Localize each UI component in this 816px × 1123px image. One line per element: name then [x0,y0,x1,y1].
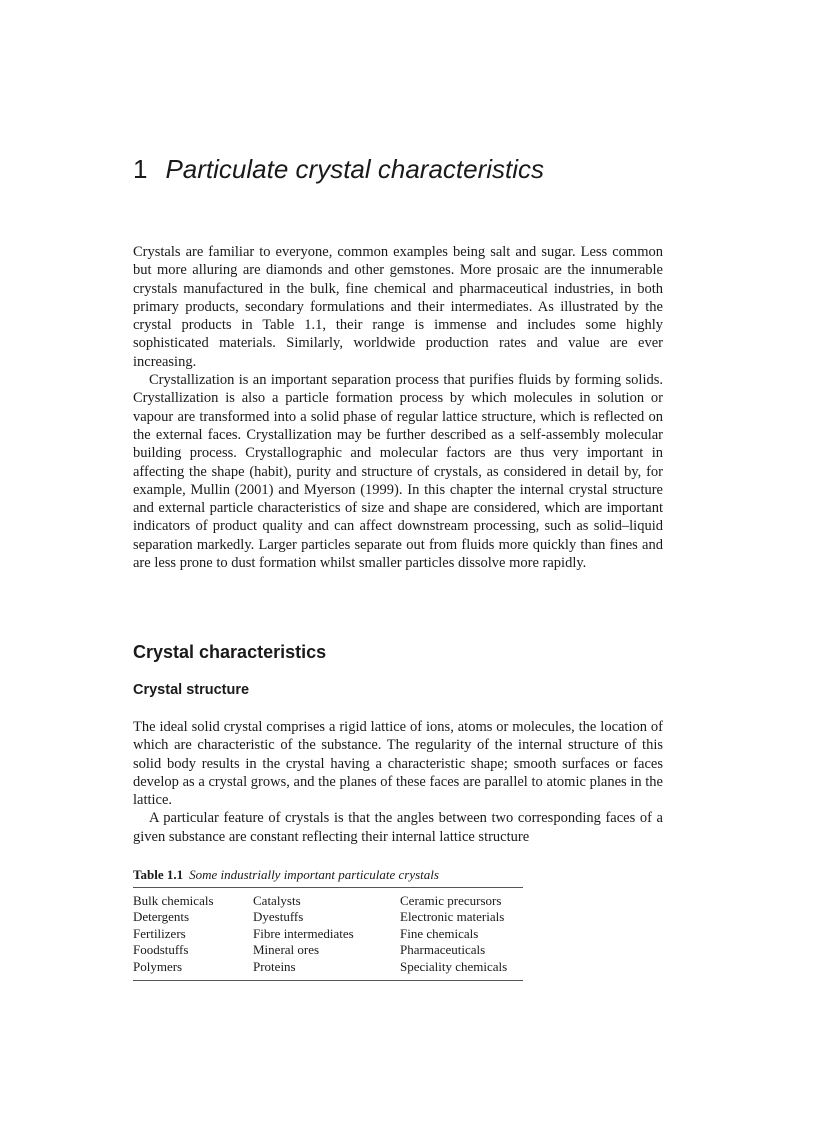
table-row [133,942,523,958]
table-row [133,888,523,910]
chapter-name: Particulate crystal characteristics [165,154,545,184]
table-cell: Proteins [253,958,296,974]
table-cell: Catalysts [253,893,301,908]
table-cell: Pharmaceuticals [400,942,486,958]
table-caption-text: Some industrially important particulate crystals [189,867,439,882]
structure-paragraph-2: A particular feature of crystals is that the angles between two corresponding faces of a given substance are constant reflecting their internal lattice structure [133,810,663,845]
intro-section [133,243,663,572]
table-caption [133,866,523,883]
crystals-table [133,887,523,981]
intro-paragraph-1: Crystals are familiar to everyone, common examples being salt and sugar. Less common but more alluring are diamonds and other gemstones. More prosaic are the innumerable crystals manufactured in the bulk, fine chemical and pharmaceutical industries, in both primary products, secondary formulations and their intermediates. As illustrated by the crystal products in Table 1.1, their range is immense and includes some highly sophisticated materials. Similarly, worldwide production rates and value are ever increasing. [133,244,663,370]
crystal-structure-section [133,718,663,846]
table-row [133,909,523,925]
table-cell: Foodstuffs [133,942,189,958]
table-cell: Dyestuffs [253,909,304,925]
table-cell: Mineral ores [253,942,320,958]
table-1-1 [133,866,523,981]
structure-paragraph-1: The ideal solid crystal comprises a rigid lattice of ions, atoms or molecules, the location of which are characteristic of the substance. The regularity of the internal structure of this solid body results in the crystal having a characteristic shape; smooth surfaces or faces develop as a crystal grows, and the planes of these faces are parallel to atomic planes in the lattice. [133,719,663,809]
table-cell: Electronic materials [400,909,505,925]
table-cell: Fertilizers [133,925,186,941]
chapter-number: 1 [133,154,148,184]
intro-paragraph-2: Crystallization is an important separation process that purifies fluids by forming solids. Crystallization is also a particle formation process by which molecules in solution or vapour are transformed into a solid phase of regular lattice structure, which is reflected on the external faces. Crystallization may be further described as a self-assembly molecular building process. Crystallographic and molecular factors are thus very important in affecting the shape (habit), purity and structure of crystals, as considered in detail by, for example, Mullin (2001) and Myerson (1999). In this chapter the internal crystal structure and external particle characteristics of size and shape are considered, which are important indicators of product quality and can affect downstream processing, such as solid–liquid separation markedly. Larger particles separate out from fluids more quickly than fines and are less prone to dust formation whilst smaller particles dissolve more rapidly. [133,372,663,572]
table-row [133,926,523,942]
table-cell: Detergents [133,909,190,925]
table-cell: Bulk chemicals [133,893,214,908]
table-label: Table 1.1 [133,867,184,882]
table-cell: Polymers [133,958,183,974]
subsection-heading: Crystal structure [133,682,250,698]
table-cell: Speciality chemicals [400,958,508,974]
table-row [133,959,523,981]
chapter-title [133,152,693,186]
table-cell: Fibre intermediates [253,925,354,941]
table-cell: Ceramic precursors [400,893,502,908]
table-cell: Fine chemicals [400,925,479,941]
section-heading: Crystal characteristics [133,642,327,662]
